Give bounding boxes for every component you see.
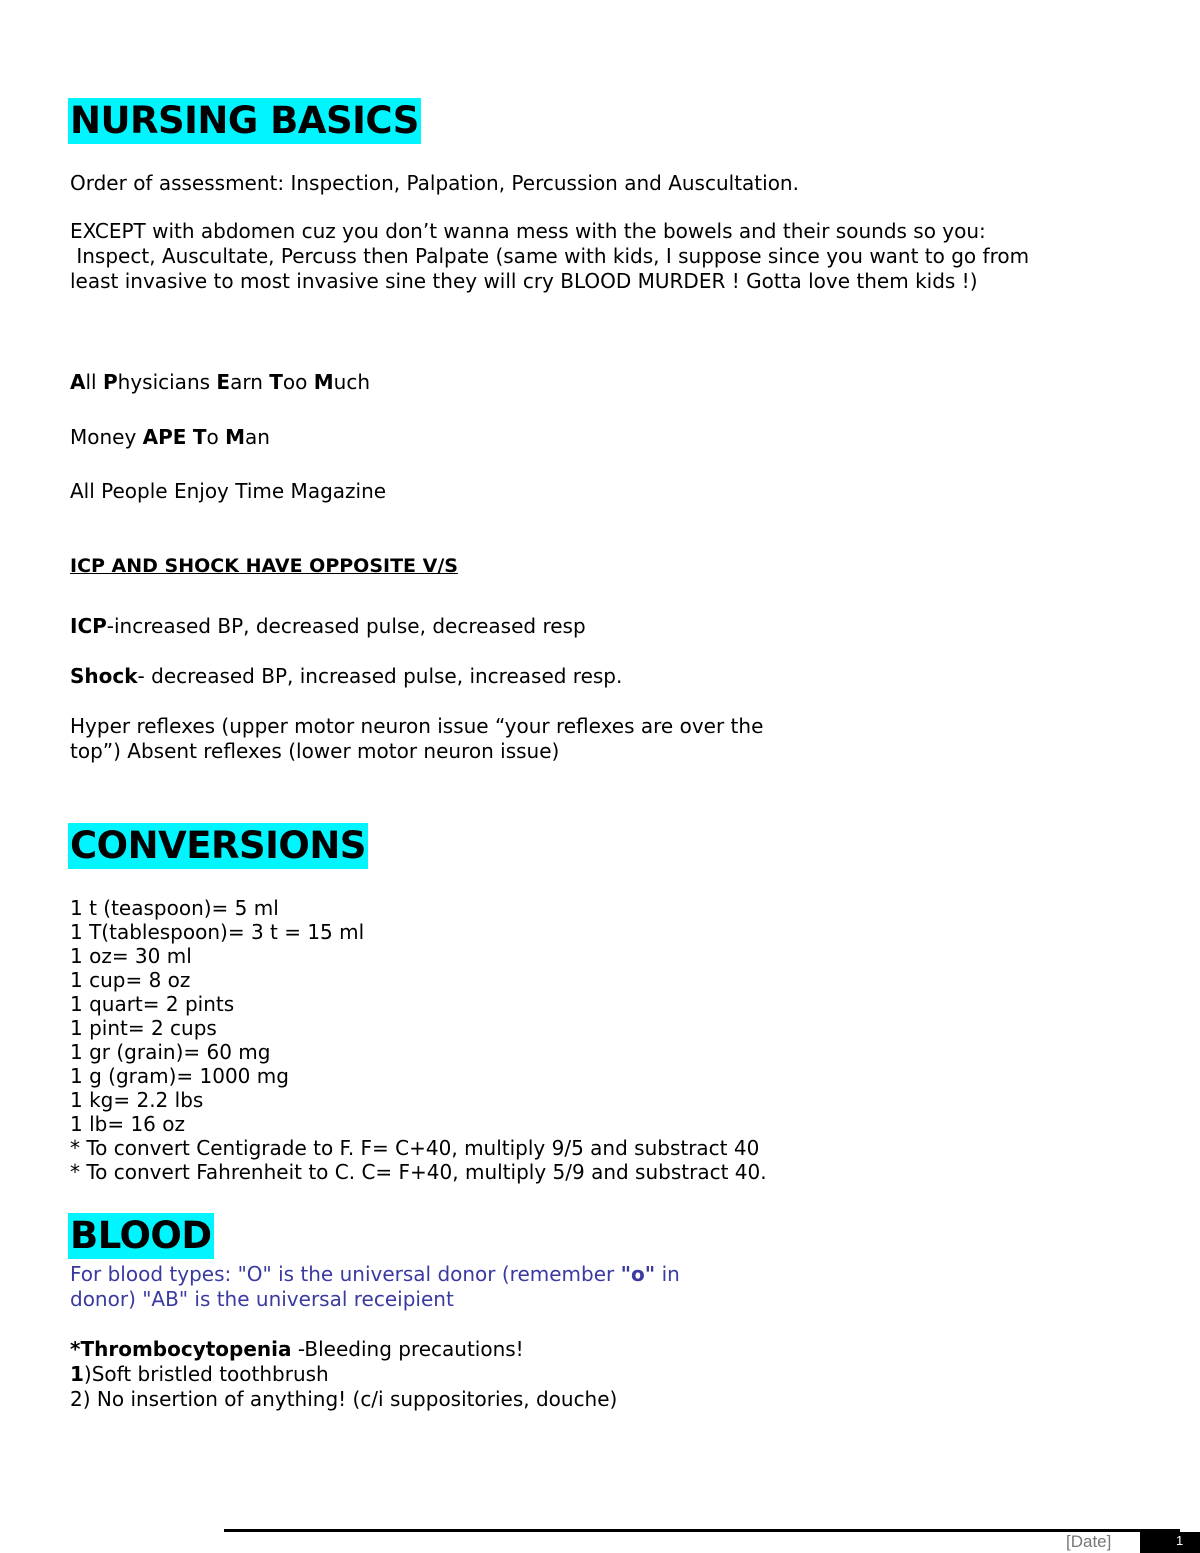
- thrombocytopenia-line: *Thrombocytopenia -Bleeding precautions!: [70, 1337, 524, 1361]
- precaution-item-2: 2) No insertion of anything! (c/i suppositories, douche): [70, 1387, 618, 1411]
- conversion-line: 1 oz= 30 ml: [70, 944, 192, 968]
- conversion-line: 1 kg= 2.2 lbs: [70, 1088, 204, 1112]
- conversions-heading: CONVERSIONS: [70, 824, 366, 867]
- precaution-item-1: 1)Soft bristled toothbrush: [70, 1362, 329, 1386]
- blood-types-line-1: For blood types: "O" is the universal donor (remember "o" in: [70, 1262, 680, 1286]
- shock-line: Shock- decreased BP, increased pulse, increased resp.: [70, 664, 623, 688]
- reflex-line-2: top”) Absent reflexes (lower motor neuron issue): [70, 739, 560, 763]
- assessment-order-line: Order of assessment: Inspection, Palpation, Percussion and Auscultation.: [70, 171, 799, 195]
- blood-heading: BLOOD: [70, 1214, 212, 1257]
- conversion-line: 1 T(tablespoon)= 3 t = 15 ml: [70, 920, 365, 944]
- mnemonic-physicians: All Physicians Earn Too Much: [70, 370, 370, 394]
- nursing-basics-heading: NURSING BASICS: [70, 99, 419, 142]
- except-line-3: least invasive to most invasive sine they will cry BLOOD MURDER ! Gotta love them kids !): [70, 269, 978, 293]
- except-line-1: EXCEPT with abdomen cuz you don’t wanna mess with the bowels and their sounds so you:: [70, 219, 986, 243]
- icp-line: ICP-increased BP, decreased pulse, decreased resp: [70, 614, 586, 638]
- conversions-list: [70, 896, 767, 1184]
- mnemonic-magazine: All People Enjoy Time Magazine: [70, 479, 387, 503]
- conversion-line: 1 g (gram)= 1000 mg: [70, 1064, 289, 1088]
- conversion-line: * To convert Fahrenheit to C. C= F+40, multiply 5/9 and substract 40.: [70, 1160, 767, 1184]
- reflex-line-1: Hyper reflexes (upper motor neuron issue “your reflexes are over the: [70, 714, 764, 738]
- conversion-line: 1 lb= 16 oz: [70, 1112, 185, 1136]
- footer-rule: [224, 1529, 1180, 1532]
- conversion-line: 1 t (teaspoon)= 5 ml: [70, 896, 279, 920]
- mnemonic-money: Money APE To Man: [70, 425, 270, 449]
- footer-date: [Date]: [1066, 1532, 1112, 1551]
- page-number: 1: [1176, 1533, 1184, 1548]
- conversion-line: 1 gr (grain)= 60 mg: [70, 1040, 271, 1064]
- icp-shock-subheading: ICP AND SHOCK HAVE OPPOSITE V/S: [70, 555, 458, 577]
- conversion-line: * To convert Centigrade to F. F= C+40, multiply 9/5 and substract 40: [70, 1136, 760, 1160]
- blood-types-line-2: donor) "AB" is the universal receipient: [70, 1287, 454, 1311]
- conversion-line: 1 pint= 2 cups: [70, 1016, 217, 1040]
- conversion-line: 1 quart= 2 pints: [70, 992, 235, 1016]
- except-line-2: Inspect, Auscultate, Percuss then Palpate (same with kids, I suppose since you want to go from: [70, 244, 1030, 268]
- page-number-box: [1140, 1532, 1200, 1553]
- conversion-line: 1 cup= 8 oz: [70, 968, 191, 992]
